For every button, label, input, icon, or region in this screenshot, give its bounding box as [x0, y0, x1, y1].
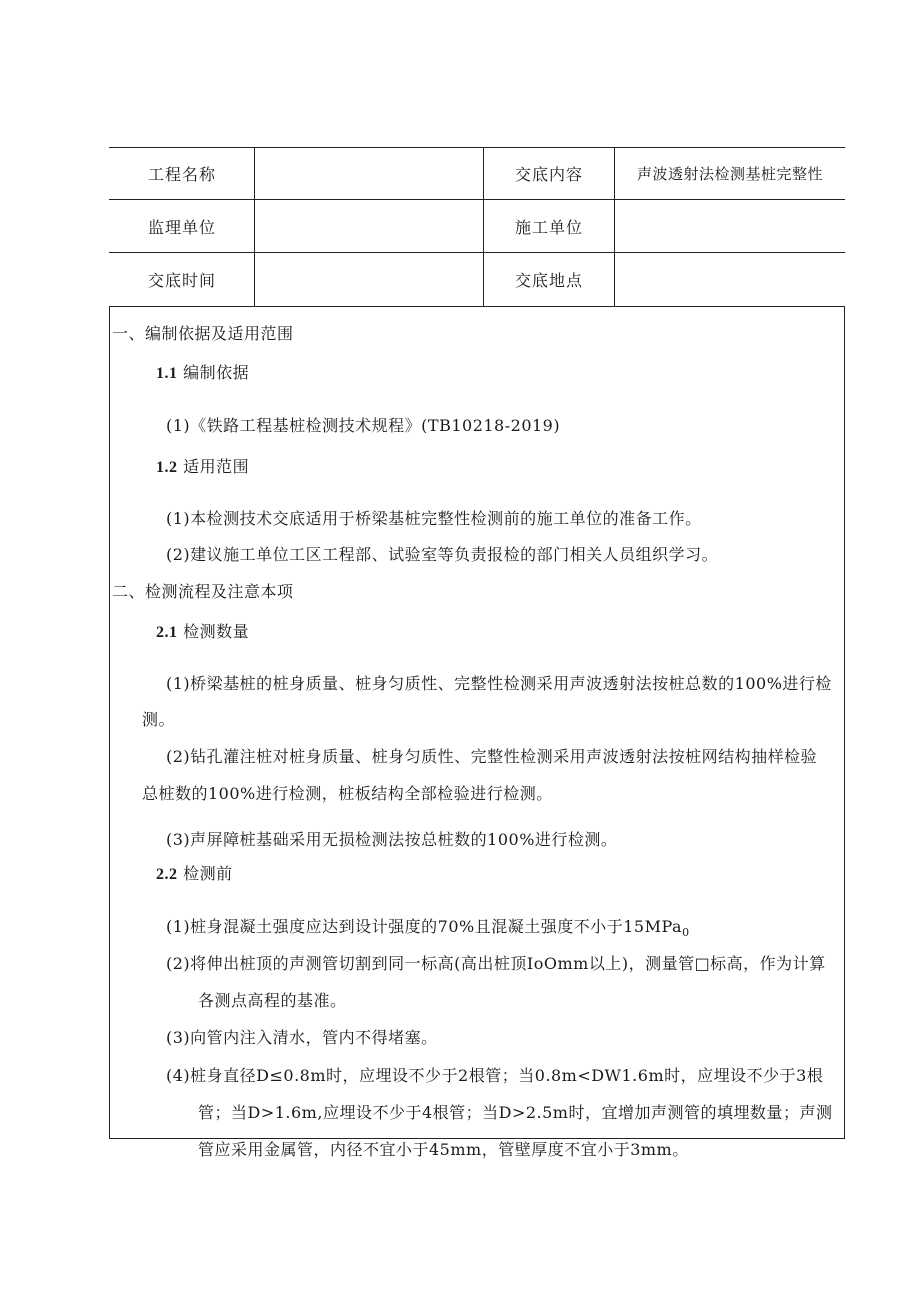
supervision-unit-value[interactable]	[255, 200, 483, 252]
disclosure-time-label: 交底时间	[147, 271, 216, 290]
subsection-2-2	[156, 861, 233, 884]
section-1-title: 一、编制依据及适用范围	[112, 324, 294, 343]
paragraph-line: (2)建议施工单位工区工程部、试验室等负责报检的部门相关人员组织学习。	[166, 545, 719, 564]
disclosure-time-value[interactable]	[255, 253, 483, 306]
disclosure-content-label: 交底内容	[514, 164, 583, 184]
paragraph-line: (2)钻孔灌注桩对桩身质量、桩身匀质性、完整性检测采用声波透射法按桩网结构抽样检验	[166, 747, 818, 766]
subsection-number: 1.1	[156, 365, 178, 382]
paragraph-line: 各测点高程的基准。	[198, 991, 347, 1010]
project-name-value[interactable]	[255, 147, 483, 199]
subsection-number: 1.2	[156, 459, 178, 476]
content-border-right	[844, 307, 845, 1139]
subsection-title: 检测前	[183, 864, 233, 883]
section-2-title: 二、检测流程及注意本项	[112, 582, 294, 601]
paragraph-line: (1)本检测技术交底适用于桥梁基桩完整性检测前的施工单位的准备工作。	[166, 509, 702, 528]
construction-unit-value[interactable]	[615, 200, 845, 252]
paragraph-line: (1)《铁路工程基桩检测技术规程》(TB10218-2019)	[166, 416, 561, 435]
paragraph-line: 测。	[142, 710, 176, 729]
subsection-1-1	[156, 360, 249, 383]
subsection-number: 2.1	[156, 624, 178, 641]
disclosure-place-label: 交底地点	[514, 271, 583, 290]
disclosure-content-value[interactable]: 声波透射法检测基桩完整性	[636, 164, 823, 183]
paragraph-line: (2)将伸出桩顶的声测管切割到同一标高(高出桩顶IoOmm以上)，测量管□标高，作为计算	[166, 954, 826, 973]
header-table	[109, 147, 845, 307]
subsection-number: 2.2	[156, 866, 178, 883]
subsection-2-1	[156, 619, 249, 642]
subsection-title: 编制依据	[183, 363, 250, 382]
supervision-unit-label: 监理单位	[147, 217, 216, 237]
subsection-title: 适用范围	[183, 457, 250, 476]
subsection-1-2	[156, 454, 249, 477]
paragraph-line: 总桩数的100%进行检测，桩板结构全部检验进行检测。	[142, 784, 553, 803]
paragraph-line-clipped: 管应采用金属管，内径不宜小于45mm，管壁厚度不宜小于3mm。	[198, 1140, 689, 1159]
paragraph-line: 管；当D>1.6m,应埋设不少于4根管；当D>2.5m时，宜增加声测管的填埋数量；声测	[198, 1103, 833, 1122]
subscript-text: 0	[682, 926, 690, 940]
subsection-title: 检测数量	[183, 622, 250, 641]
paragraph-text: (1)桩身混凝土强度应达到设计强度的70%且混凝土强度不小于15MPa	[166, 917, 683, 936]
content-body	[110, 307, 844, 1159]
paragraph-line: (3)声屏障桩基础采用无损检测法按总桩数的100%进行检测。	[166, 830, 618, 849]
paragraph-line	[166, 914, 690, 939]
construction-unit-label: 施工单位	[514, 217, 583, 237]
project-name-label: 工程名称	[147, 164, 216, 184]
disclosure-place-value[interactable]	[615, 253, 845, 306]
paragraph-line: (3)向管内注入清水，管内不得堵塞。	[166, 1028, 438, 1047]
paragraph-line: (1)桥梁基桩的桩身质量、桩身匀质性、完整性检测采用声波透射法按桩总数的100%进行检	[166, 674, 832, 693]
paragraph-line: (4)桩身直径D≤0.8m时，应埋设不少于2根管；当0.8m<DW1.6m时，应埋设不少于3根	[166, 1066, 824, 1085]
